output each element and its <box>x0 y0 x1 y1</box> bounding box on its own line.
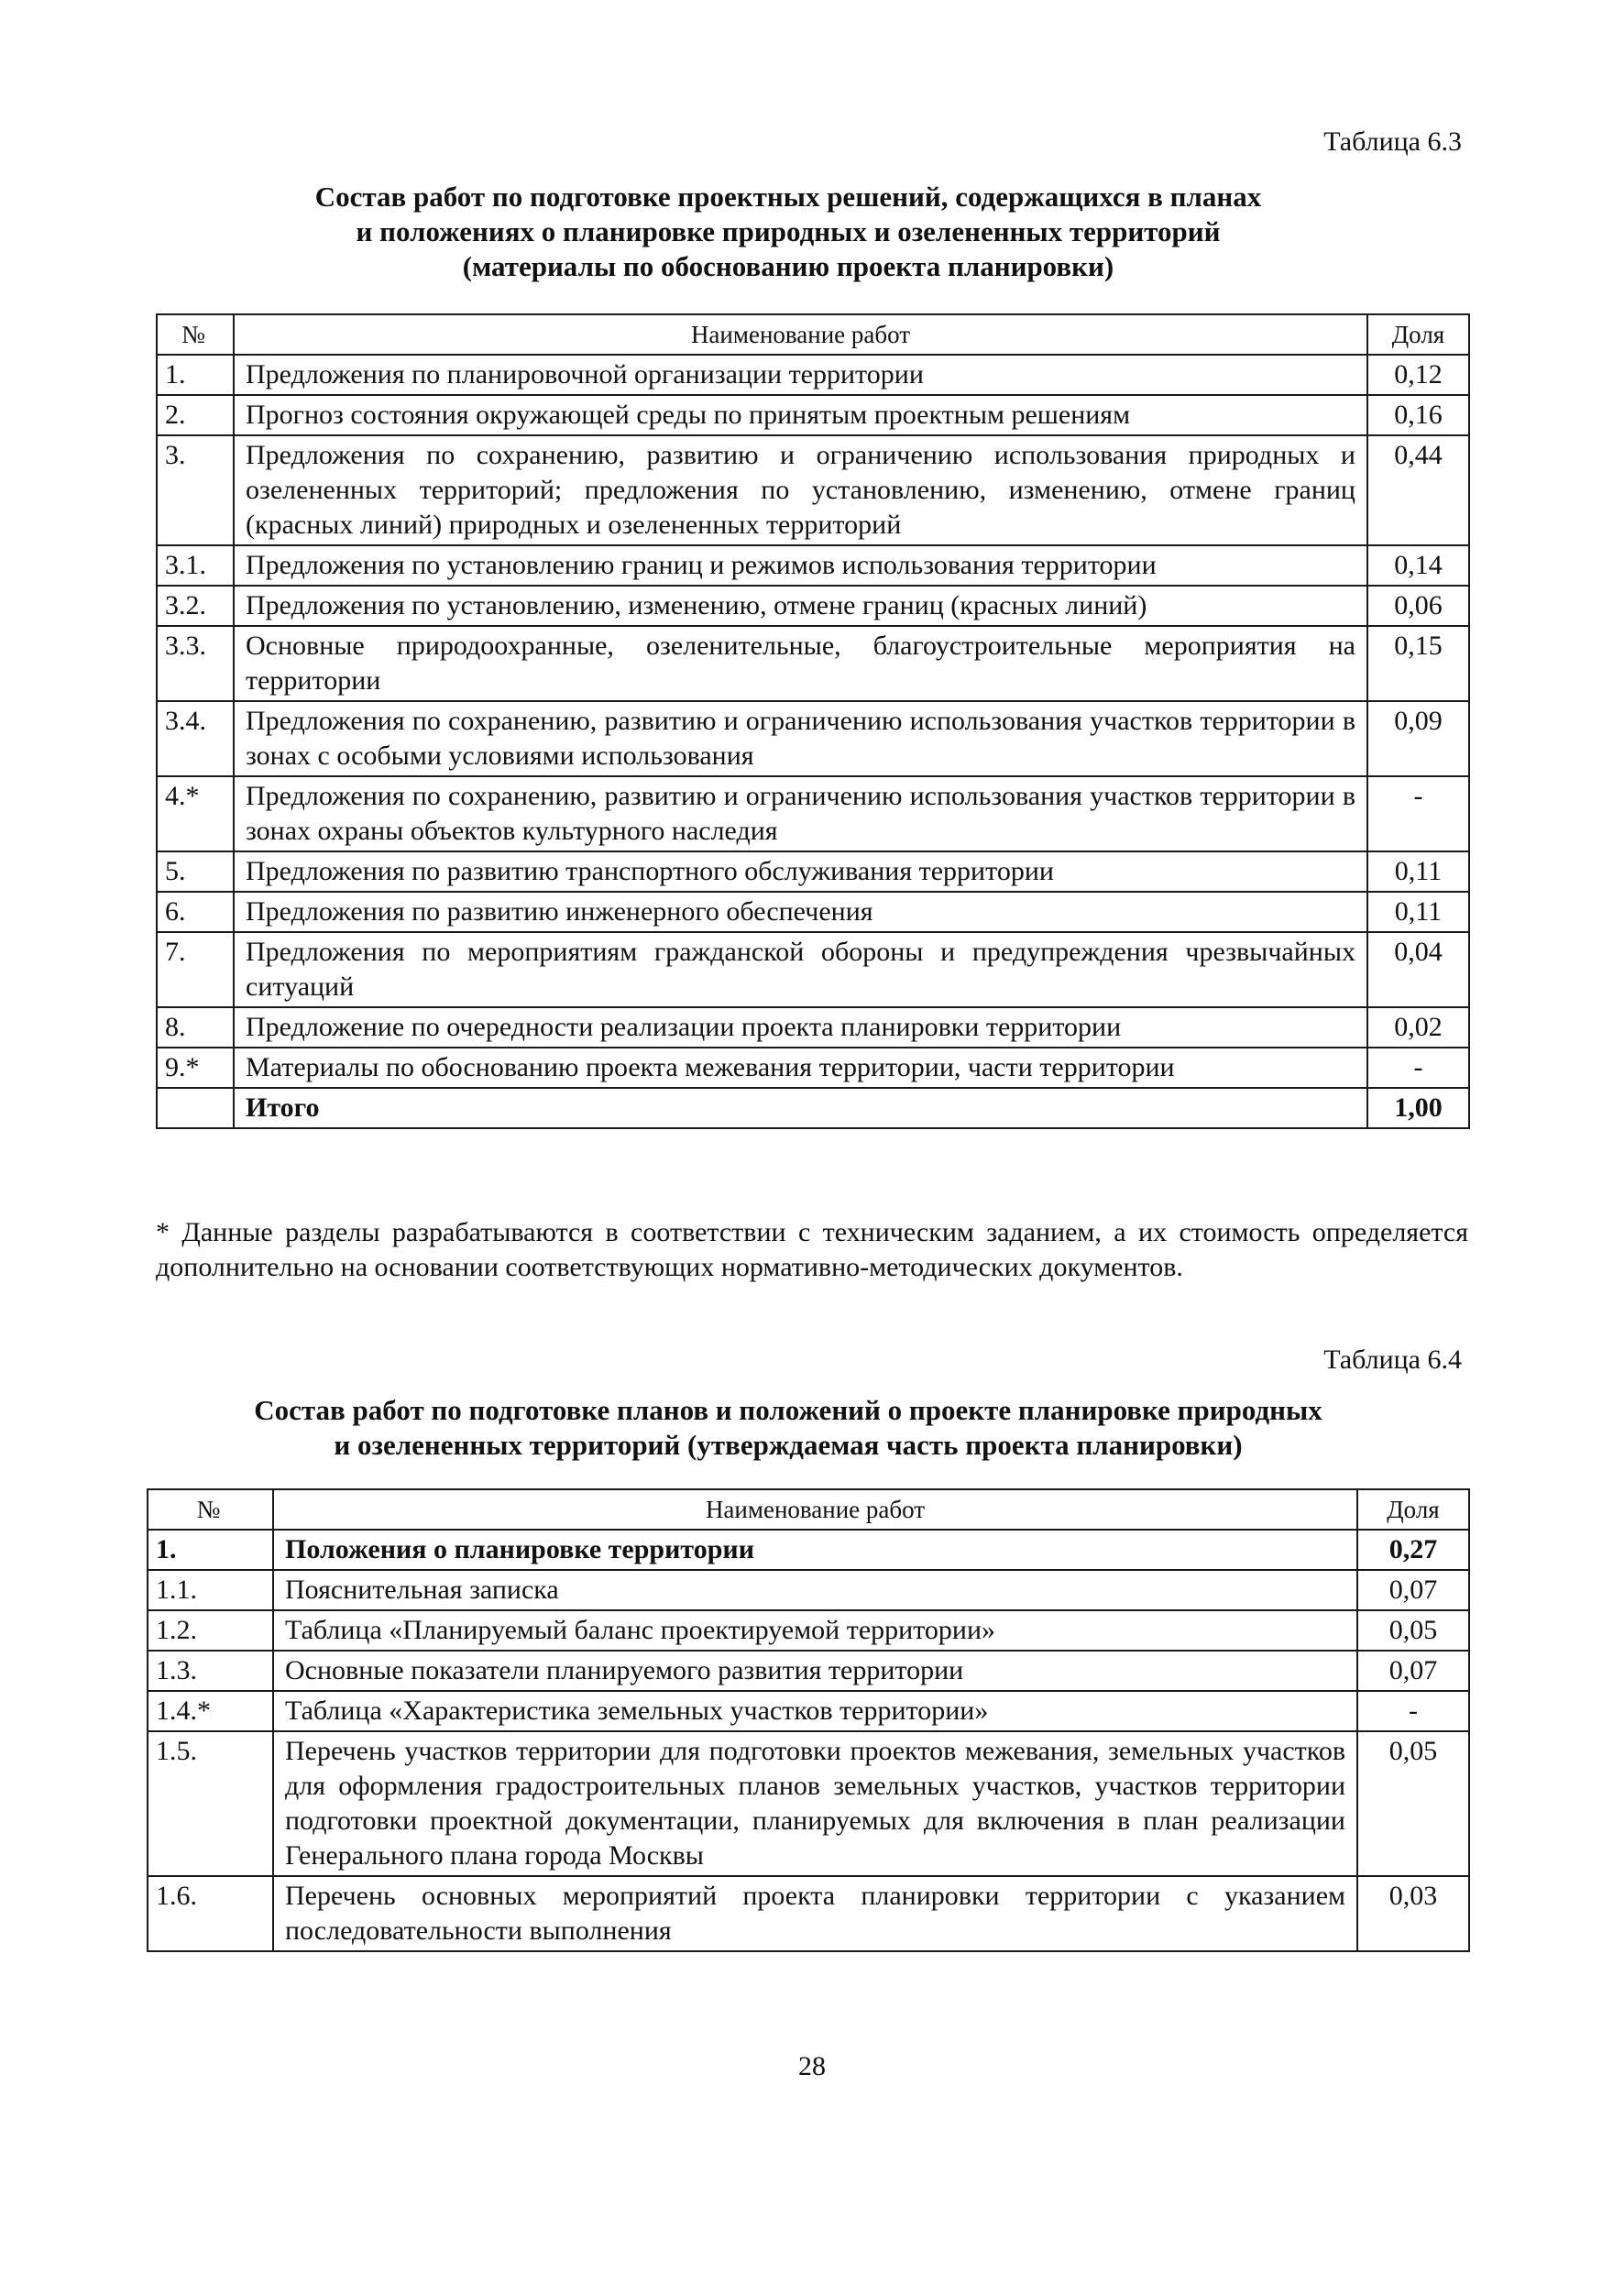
row-name: Предложения по установлению границ и режимов использования территории <box>234 545 1367 586</box>
table2-title-line: Состав работ по подготовке планов и положений о проекте планировке природных <box>254 1394 1322 1426</box>
row-share: 0,27 <box>1357 1530 1469 1570</box>
row-number: 3. <box>157 435 234 545</box>
row-name: Предложения по установлению, изменению, отмене границ (красных линий) <box>234 586 1367 626</box>
table-row <box>157 932 1469 1007</box>
table-row <box>157 355 1469 395</box>
row-name: Предложение по очередности реализации проекта планировки территории <box>234 1007 1367 1048</box>
row-share: 0,11 <box>1367 851 1469 892</box>
total-share: 1,00 <box>1367 1088 1469 1128</box>
header-number: № <box>148 1489 273 1530</box>
row-name: Основные показатели планируемого развития территории <box>273 1651 1357 1691</box>
row-name: Предложения по сохранению, развитию и ограничению использования участков территории в зонах охраны объектов культурного наследия <box>234 776 1367 851</box>
row-name: Положения о планировке территории <box>273 1530 1357 1570</box>
row-name: Предложения по развитию транспортного обслуживания территории <box>234 851 1367 892</box>
row-name: Основные природоохранные, озеленительные, благоустроительные мероприятия на территории <box>234 626 1367 701</box>
row-share: 0,03 <box>1357 1876 1469 1951</box>
table-row <box>157 701 1469 776</box>
row-number: 3.3. <box>157 626 234 701</box>
table-row <box>148 1731 1469 1876</box>
row-share: 0,06 <box>1367 586 1469 626</box>
table1-total-row <box>157 1088 1469 1128</box>
row-name: Предложения по мероприятиям гражданской обороны и предупреждения чрезвычайных ситуаций <box>234 932 1367 1007</box>
row-number: 3.4. <box>157 701 234 776</box>
table1-title-line: и положениях о планировке природных и озелененных территорий <box>356 215 1221 247</box>
row-share: - <box>1367 1048 1469 1088</box>
table-row <box>148 1610 1469 1651</box>
row-number: 1. <box>148 1530 273 1570</box>
table1-title-line: (материалы по обоснованию проекта планировки) <box>462 250 1114 282</box>
row-share: 0,14 <box>1367 545 1469 586</box>
row-number: 6. <box>157 892 234 932</box>
header-name: Наименование работ <box>234 314 1367 355</box>
row-share: 0,05 <box>1357 1610 1469 1651</box>
header-number: № <box>157 314 234 355</box>
header-name: Наименование работ <box>273 1489 1357 1530</box>
row-share: - <box>1367 776 1469 851</box>
row-share: 0,12 <box>1367 355 1469 395</box>
row-number: 3.1. <box>157 545 234 586</box>
row-name: Пояснительная записка <box>273 1570 1357 1610</box>
table-row <box>148 1651 1469 1691</box>
row-share: 0,11 <box>1367 892 1469 932</box>
page-number: 28 <box>798 2051 826 2081</box>
row-share: 0,07 <box>1357 1651 1469 1691</box>
table1-title <box>110 180 1466 284</box>
row-number: 1.6. <box>148 1876 273 1951</box>
table-row <box>157 626 1469 701</box>
table-row <box>157 395 1469 435</box>
table-row <box>157 545 1469 586</box>
header-share: Доля <box>1357 1489 1469 1530</box>
table-row <box>157 435 1469 545</box>
table-row <box>148 1691 1469 1731</box>
row-share: 0,15 <box>1367 626 1469 701</box>
row-number: 9.* <box>157 1048 234 1088</box>
table-row <box>148 1876 1469 1951</box>
table2-header-row <box>148 1489 1469 1530</box>
total-number <box>157 1088 234 1128</box>
row-number: 4.* <box>157 776 234 851</box>
row-name: Предложения по сохранению, развитию и ограничению использования участков территории в зонах с особыми условиями использования <box>234 701 1367 776</box>
row-name: Таблица «Характеристика земельных участков территории» <box>273 1691 1357 1731</box>
row-name: Перечень участков территории для подготовки проектов межевания, земельных участков для оформления градостроительных планов земельных участков, участков территории подготовки проектной документации, планируемых для включения в план реализации Генерального плана города Москвы <box>273 1731 1357 1876</box>
row-number: 2. <box>157 395 234 435</box>
total-label: Итого <box>234 1088 1367 1128</box>
table1 <box>156 313 1470 1129</box>
table-row <box>148 1570 1469 1610</box>
row-number: 5. <box>157 851 234 892</box>
row-name: Предложения по сохранению, развитию и ограничению использования природных и озелененных территорий; предложения по установлению, изменению, отмене границ (красных линий) природных и озелененных территорий <box>234 435 1367 545</box>
row-share: - <box>1357 1691 1469 1731</box>
table-row <box>157 1007 1469 1048</box>
footnote: * Данные разделы разрабатываются в соответствии с техническим заданием, а их стоимость определяется дополнительно на основании соответствующих нормативно-методических документов. <box>156 1217 1468 1282</box>
row-number: 1.4.* <box>148 1691 273 1731</box>
table2-title-line: и озелененных территорий (утверждаемая часть проекта планировки) <box>334 1429 1243 1461</box>
row-name: Материалы по обоснованию проекта межевания территории, части территории <box>234 1048 1367 1088</box>
row-name: Прогноз состояния окружающей среды по принятым проектным решениям <box>234 395 1367 435</box>
table-row <box>157 892 1469 932</box>
table-row <box>148 1530 1469 1570</box>
table2-title <box>110 1393 1466 1463</box>
row-share: 0,44 <box>1367 435 1469 545</box>
row-name: Предложения по развитию инженерного обеспечения <box>234 892 1367 932</box>
row-number: 3.2. <box>157 586 234 626</box>
row-share: 0,09 <box>1367 701 1469 776</box>
row-share: 0,05 <box>1357 1731 1469 1876</box>
table1-caption: Таблица 6.3 <box>1323 126 1462 157</box>
table1-title-line: Состав работ по подготовке проектных решений, содержащихся в планах <box>314 181 1262 213</box>
table-row <box>157 776 1469 851</box>
row-number: 1. <box>157 355 234 395</box>
table-row <box>157 586 1469 626</box>
row-number: 7. <box>157 932 234 1007</box>
row-name: Перечень основных мероприятий проекта планировки территории с указанием последовательности выполнения <box>273 1876 1357 1951</box>
table-row <box>157 851 1469 892</box>
table-row <box>157 1048 1469 1088</box>
row-number: 1.2. <box>148 1610 273 1651</box>
table1-header-row <box>157 314 1469 355</box>
header-share: Доля <box>1367 314 1469 355</box>
row-number: 1.3. <box>148 1651 273 1691</box>
row-name: Таблица «Планируемый баланс проектируемой территории» <box>273 1610 1357 1651</box>
row-share: 0,02 <box>1367 1007 1469 1048</box>
row-share: 0,16 <box>1367 395 1469 435</box>
table2-caption: Таблица 6.4 <box>1323 1345 1462 1375</box>
row-number: 1.5. <box>148 1731 273 1876</box>
row-number: 8. <box>157 1007 234 1048</box>
row-name: Предложения по планировочной организации территории <box>234 355 1367 395</box>
row-share: 0,07 <box>1357 1570 1469 1610</box>
row-share: 0,04 <box>1367 932 1469 1007</box>
table2 <box>147 1488 1470 1952</box>
row-number: 1.1. <box>148 1570 273 1610</box>
